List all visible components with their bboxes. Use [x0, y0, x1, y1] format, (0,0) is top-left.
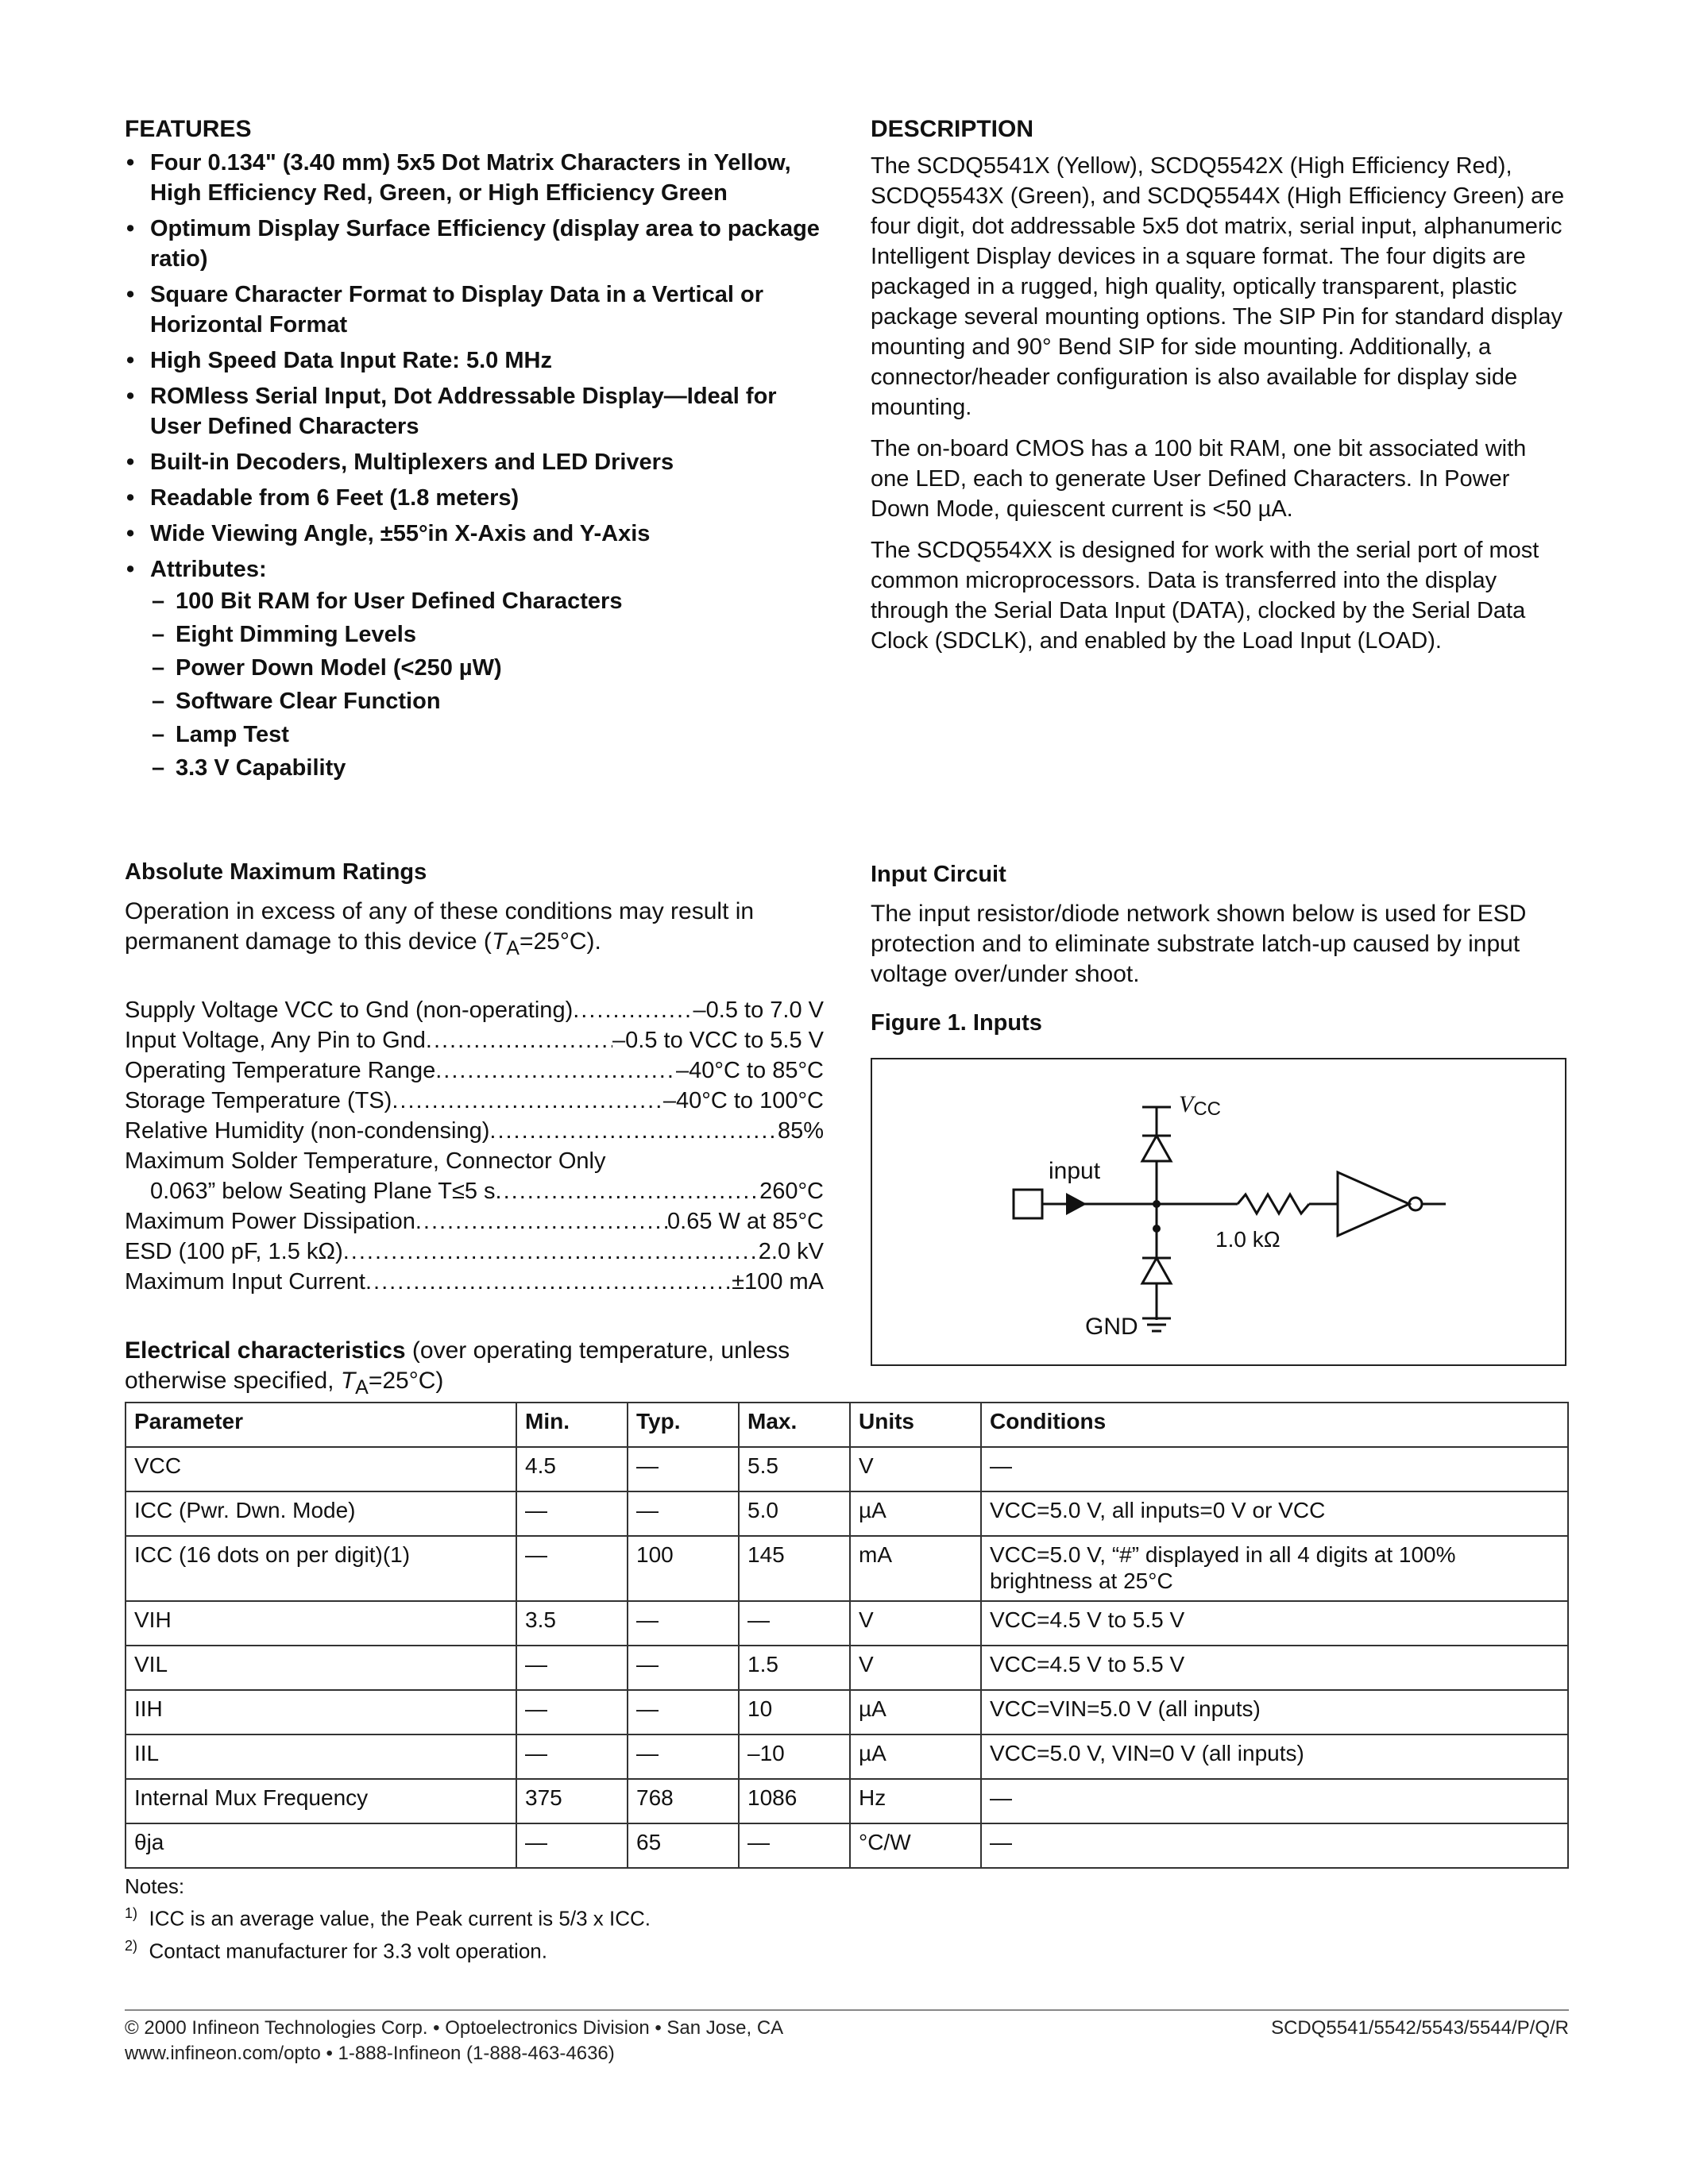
input-circuit-text: The input resistor/diode network shown below is used for ESD protection and to eliminate substrate latch-up caused by input voltage over/under shoot. [871, 901, 1527, 987]
junction-dot [1153, 1225, 1161, 1233]
list-item: • Wide Viewing Angle, ±55°in X-Axis and Y-Axis [125, 519, 824, 549]
rating-label: Maximum Solder Temperature, Connector Only [125, 1148, 606, 1174]
list-item [125, 554, 824, 783]
rating-label: 0.063” below Seating Plane T≤5 s [150, 1179, 496, 1204]
table-cell: IIH [126, 1690, 516, 1734]
rating-value: 260°C [759, 1179, 824, 1204]
table-cell: 1086 [739, 1779, 850, 1823]
column-header: Max. [739, 1403, 850, 1447]
table-cell: — [981, 1823, 1568, 1868]
column-header: Units [850, 1403, 981, 1447]
table-cell: 5.0 [739, 1491, 850, 1536]
features-heading: FEATURES [125, 116, 252, 142]
description-section [871, 116, 1570, 667]
table-cell: — [516, 1536, 628, 1601]
list-item: – Software Clear Function [150, 686, 824, 716]
table-cell: — [739, 1823, 850, 1868]
table-cell: — [628, 1601, 739, 1646]
input-label: input [1049, 1158, 1101, 1184]
gnd-label: GND [1085, 1314, 1138, 1340]
electrical-heading [125, 1336, 824, 1403]
ratings-list [125, 995, 824, 1297]
resistor-icon [1238, 1194, 1309, 1214]
table-cell: VCC=5.0 V, VIN=0 V (all inputs) [981, 1734, 1568, 1779]
footer-part-number: SCDQ5541/5542/5543/5544/P/Q/R [1271, 2017, 1569, 2039]
rating-label: Input Voltage, Any Pin to Gnd [125, 1028, 426, 1053]
table-cell: — [739, 1601, 850, 1646]
junction-dot [1153, 1200, 1161, 1208]
attributes-label: Attributes: [150, 557, 267, 582]
features-section [125, 116, 824, 789]
table-header-row [126, 1403, 1568, 1447]
table-cell: ICC (16 dots on per digit)(1) [126, 1536, 516, 1601]
table-cell: 145 [739, 1536, 850, 1601]
rating-row [125, 1025, 824, 1055]
rating-value: 0.65 W at 85°C [667, 1209, 824, 1234]
list-item: – Eight Dimming Levels [150, 619, 824, 650]
column-header: Conditions [981, 1403, 1568, 1447]
description-paragraph: The SCDQ554XX is designed for work with the serial port of most common microprocessors. Data is transferred into the display through the Serial Data Input (DATA), clocked by the Serial Data Clock (SDCLK), and enabled by the Load Input (LOAD). [871, 538, 1539, 654]
rating-label: Operating Temperature Range [125, 1058, 436, 1083]
rating-leader [426, 1025, 612, 1055]
column-header: Parameter [126, 1403, 516, 1447]
table-cell: VCC [126, 1447, 516, 1491]
rating-label: Relative Humidity (non-condensing) [125, 1118, 490, 1144]
rating-label: Maximum Input Current [125, 1269, 365, 1295]
table-cell: ICC (Pwr. Dwn. Mode) [126, 1491, 516, 1536]
table-cell: 100 [628, 1536, 739, 1601]
rating-value: 2.0 kV [758, 1239, 824, 1264]
ratings-intro-sub: A [506, 937, 520, 959]
rating-leader [392, 1086, 663, 1116]
table-cell: VIL [126, 1646, 516, 1690]
table-row [126, 1823, 1568, 1868]
rating-label: Supply Voltage VCC to Gnd (non-operating) [125, 997, 574, 1023]
table-cell: VCC=VIN=5.0 V (all inputs) [981, 1690, 1568, 1734]
list-item: – 3.3 V Capability [150, 753, 824, 783]
rating-value: –40°C to 85°C [675, 1058, 824, 1083]
ratings-heading: Absolute Maximum Ratings [125, 859, 427, 885]
note-text: Contact manufacturer for 3.3 volt operation. [149, 1939, 547, 1963]
rating-row [125, 1146, 824, 1176]
list-item: – 100 Bit RAM for User Defined Characters [150, 586, 824, 616]
note-number: 1) [125, 1905, 138, 1921]
list-item: • High Speed Data Input Rate: 5.0 MHz [125, 345, 824, 376]
table-cell: 375 [516, 1779, 628, 1823]
table-cell: 1.5 [739, 1646, 850, 1690]
rating-value: –0.5 to 7.0 V [693, 997, 824, 1023]
footer-copyright: © 2000 Infineon Technologies Corp. • Optoelectronics Division • San Jose, CA [125, 2017, 784, 2039]
table-cell: VCC=4.5 V to 5.5 V [981, 1601, 1568, 1646]
table-row [126, 1690, 1568, 1734]
rating-row [125, 1267, 824, 1297]
column-header: Min. [516, 1403, 628, 1447]
figure-caption: Figure 1. Inputs [871, 1010, 1042, 1036]
list-item: • Optimum Display Surface Efficiency (display area to package ratio) [125, 214, 824, 274]
table-cell: 3.5 [516, 1601, 628, 1646]
rating-row [125, 1206, 824, 1237]
electrical-table [125, 1402, 1569, 1869]
table-cell: — [628, 1447, 739, 1491]
list-item: • Built-in Decoders, Multiplexers and LED Drivers [125, 447, 824, 477]
rating-label: ESD (100 pF, 1.5 kΩ) [125, 1239, 343, 1264]
table-cell: 5.5 [739, 1447, 850, 1491]
table-row [126, 1447, 1568, 1491]
rating-leader [343, 1237, 759, 1267]
table-cell: V [850, 1601, 981, 1646]
table-row [126, 1536, 1568, 1601]
table-cell: VCC=5.0 V, all inputs=0 V or VCC [981, 1491, 1568, 1536]
table-cell: 65 [628, 1823, 739, 1868]
input-circuit-diagram [872, 1059, 1565, 1364]
list-item: • Four 0.134" (3.40 mm) 5x5 Dot Matrix Characters in Yellow, High Efficiency Red, Green, or High Efficiency Green [125, 148, 824, 208]
rating-leader [365, 1267, 732, 1297]
electrical-heading-text-end: =25°C) [368, 1368, 444, 1394]
input-pad [1014, 1190, 1042, 1218]
note-2 [125, 1932, 1157, 1965]
electrical-heading-symbol: T [340, 1368, 356, 1394]
diode-icon [1142, 1258, 1171, 1283]
table-row [126, 1734, 1568, 1779]
notes-heading: Notes: [125, 1874, 185, 1898]
inverter-icon [1338, 1172, 1409, 1236]
ratings-intro-text: Operation in excess of any of these conditions may result in permanent damage to this device ( [125, 898, 755, 955]
table-cell: µA [850, 1491, 981, 1536]
diode-icon [1142, 1136, 1171, 1161]
ratings-section [125, 859, 824, 1297]
table-cell: — [628, 1690, 739, 1734]
table-cell: V [850, 1447, 981, 1491]
arrow-icon [1066, 1193, 1087, 1215]
table-cell: — [628, 1734, 739, 1779]
description-paragraph: The on-board CMOS has a 100 bit RAM, one bit associated with one LED, each to generate User Defined Characters. In Power Down Mode, quiescent current is <50 µA. [871, 436, 1527, 522]
list-item: • Readable from 6 Feet (1.8 meters) [125, 483, 824, 513]
notes-section [125, 1873, 1157, 1964]
table-cell: — [516, 1491, 628, 1536]
rating-leader [489, 1116, 778, 1146]
list-item: • ROMless Serial Input, Dot Addressable Display—Ideal for User Defined Characters [125, 381, 824, 442]
description-heading: DESCRIPTION [871, 116, 1034, 142]
electrical-heading-sub: A [355, 1376, 369, 1399]
features-list [125, 148, 824, 783]
table-cell: 4.5 [516, 1447, 628, 1491]
electrical-heading-bold: Electrical characteristics [125, 1337, 406, 1364]
rating-label: Storage Temperature (TS) [125, 1088, 392, 1113]
note-number: 2) [125, 1937, 138, 1954]
list-item: • Square Character Format to Display Data in a Vertical or Horizontal Format [125, 280, 824, 340]
list-item: – Power Down Model (<250 µW) [150, 653, 824, 683]
table-row [126, 1491, 1568, 1536]
table-cell: — [628, 1646, 739, 1690]
footer-left [125, 2016, 783, 2066]
table-cell: — [981, 1447, 1568, 1491]
description-paragraph: The SCDQ5541X (Yellow), SCDQ5542X (High Efficiency Red), SCDQ5543X (Green), and SCDQ5544X (High Efficiency Green) are four digit, dot addressable 5x5 dot matrix, serial input, alphanumeric Intelligent Display devices in a square format. The four digits are packaged in a rugged, high quality, optically transparent, plastic package several mounting options. The SIP Pin for standard display mounting and 90° Bend SIP for side mounting. Additionally, a connector/header configuration is also available for display side mounting. [871, 153, 1565, 420]
rating-leader [415, 1206, 667, 1237]
table-row [126, 1601, 1568, 1646]
rating-row [125, 1237, 824, 1267]
rating-leader [573, 995, 693, 1025]
rating-leader [435, 1055, 676, 1086]
note-text: ICC is an average value, the Peak current is 5/3 x ICC. [149, 1906, 651, 1931]
table-cell: 10 [739, 1690, 850, 1734]
input-circuit-section [871, 862, 1570, 1036]
table-cell: µA [850, 1734, 981, 1779]
table-cell: °C/W [850, 1823, 981, 1868]
rating-label: Maximum Power Dissipation [125, 1209, 415, 1234]
attributes-list [150, 586, 824, 783]
table-cell: — [516, 1646, 628, 1690]
table-cell: VCC=4.5 V to 5.5 V [981, 1646, 1568, 1690]
note-1 [125, 1900, 1157, 1932]
rating-value: ±100 mA [732, 1269, 824, 1295]
table-cell: — [516, 1823, 628, 1868]
column-header: Typ. [628, 1403, 739, 1447]
table-row [126, 1646, 1568, 1690]
resistor-label: 1.0 kΩ [1215, 1227, 1280, 1252]
rating-row [125, 1176, 824, 1206]
table-cell: –10 [739, 1734, 850, 1779]
table-cell: V [850, 1646, 981, 1690]
table-cell: mA [850, 1536, 981, 1601]
rating-value: 85% [777, 1118, 824, 1144]
electrical-heading-text: (over operating temperature, unless otherwise specified, [125, 1337, 790, 1394]
rating-row [125, 995, 824, 1025]
table-cell: — [516, 1734, 628, 1779]
ratings-intro [125, 897, 824, 963]
rating-row [125, 1116, 824, 1146]
table-cell: — [981, 1779, 1568, 1823]
table-cell: — [628, 1491, 739, 1536]
figure-inputs [871, 1058, 1566, 1366]
table-cell: Hz [850, 1779, 981, 1823]
ratings-intro-text-end: =25°C). [519, 928, 601, 955]
table-cell: — [516, 1690, 628, 1734]
list-item: – Lamp Test [150, 720, 824, 750]
rating-row [125, 1055, 824, 1086]
table-row [126, 1779, 1568, 1823]
footer-contact: www.infineon.com/opto • 1-888-Infineon (1-888-463-4636) [125, 2043, 615, 2064]
rating-value: –0.5 to VCC to 5.5 V [612, 1028, 824, 1053]
table-cell: µA [850, 1690, 981, 1734]
table-cell: θja [126, 1823, 516, 1868]
input-circuit-heading: Input Circuit [871, 862, 1006, 887]
rating-row [125, 1086, 824, 1116]
rating-value: –40°C to 100°C [662, 1088, 824, 1113]
table-cell: 768 [628, 1779, 739, 1823]
table-cell: VIH [126, 1601, 516, 1646]
table-cell: Internal Mux Frequency [126, 1779, 516, 1823]
table-cell: VCC=5.0 V, “#” displayed in all 4 digits at 100% brightness at 25°C [981, 1536, 1568, 1601]
footer-rule [125, 2009, 1569, 2011]
rating-leader [496, 1176, 760, 1206]
ratings-intro-symbol: T [491, 928, 507, 955]
table-cell: IIL [126, 1734, 516, 1779]
vcc-label: VCC [1179, 1091, 1221, 1120]
